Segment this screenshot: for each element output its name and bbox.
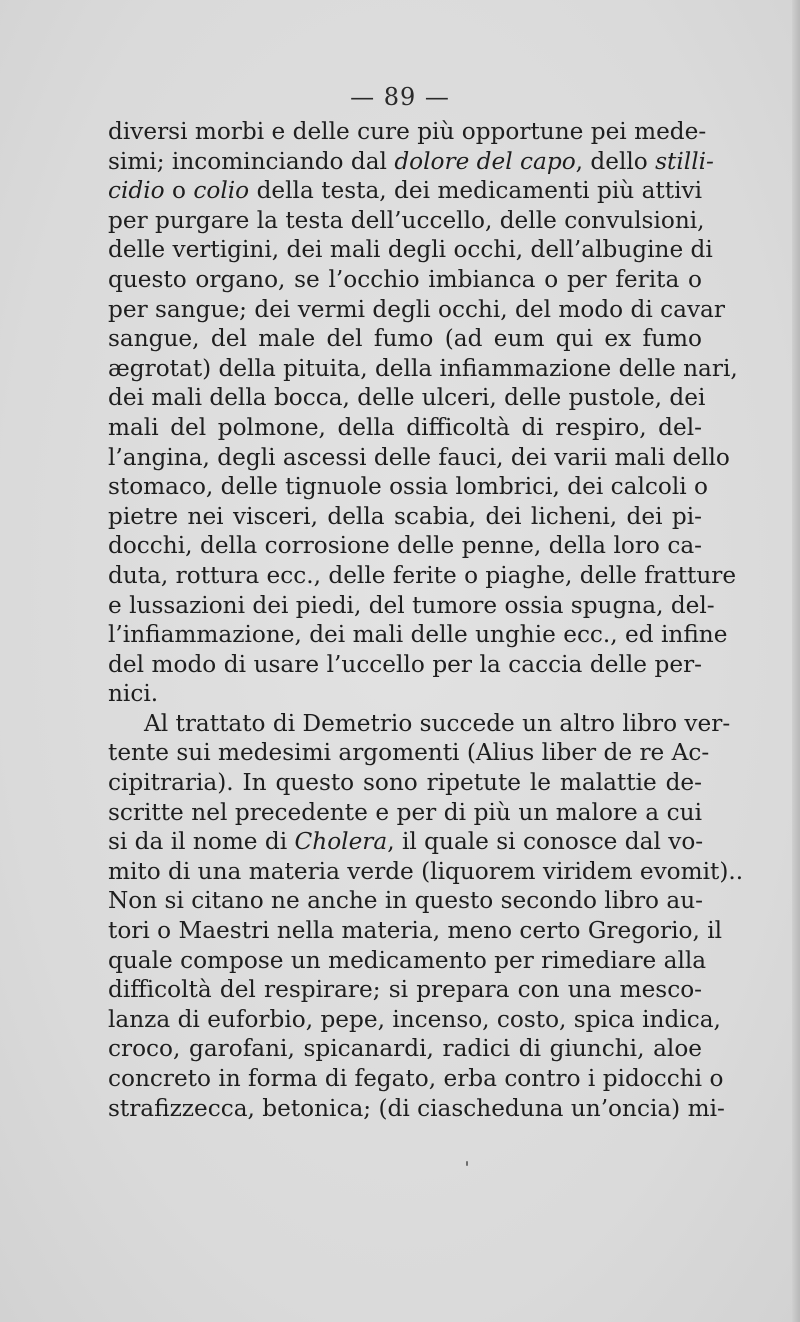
text-segment: ægrotat) della pituita, della infiammazione delle nari, xyxy=(108,354,738,382)
text-segment: della testa, dei medicamenti più attivi xyxy=(249,177,702,205)
text-line xyxy=(108,117,707,147)
text-line xyxy=(108,383,706,413)
text-segment: mali del polmone, della difficoltà di respiro, del- xyxy=(108,413,702,441)
text-segment: e lussazioni dei piedi, del tumore ossia spugna, del- xyxy=(108,591,715,619)
text-segment: diversi morbi e delle cure più opportune pei mede- xyxy=(108,118,707,145)
text-segment: tente sui medesimi argomenti (Alius liber de re Ac- xyxy=(108,739,710,767)
text-segment: simi; incominciando dal xyxy=(108,147,395,175)
text-line xyxy=(108,502,702,532)
text-segment: tori o Maestri nella materia, meno certo Gregorio, il xyxy=(108,917,723,945)
text-segment: concreto in forma di fegato, erba contro i pidocchi o xyxy=(108,1065,724,1092)
text-line xyxy=(108,709,731,739)
italic-text: colio xyxy=(193,177,250,205)
text-line xyxy=(108,620,728,650)
text-segment: l’angina, degli ascessi delle fauci, dei varii mali dello xyxy=(108,443,730,471)
text-segment: l’infiammazione, dei mali delle unghie ecc., ed infine xyxy=(108,621,728,649)
page-edge xyxy=(792,0,800,1322)
text-segment: scritte nel precedente e per di più un malore a cui xyxy=(108,798,702,826)
text-line xyxy=(108,147,714,177)
italic-text: stilli- xyxy=(655,147,714,175)
text-segment: pietre nei visceri, della scabia, dei licheni, dei pi- xyxy=(108,502,702,530)
italic-text: Cholera xyxy=(294,828,388,856)
text-segment: strafizzecca, betonica; (di ciascheduna un’oncia) mi- xyxy=(108,1094,725,1122)
italic-text: dolore del capo xyxy=(394,147,576,175)
text-line xyxy=(108,679,702,709)
text-line xyxy=(108,798,702,828)
text-line xyxy=(108,472,708,502)
text-line xyxy=(108,176,702,206)
text-segment: cipitraria). In questo sono ripetute le malattie de- xyxy=(108,769,702,797)
ink-speck xyxy=(466,1161,468,1166)
text-line xyxy=(108,324,702,354)
text-segment: , il quale si conosce dal vo- xyxy=(387,828,704,856)
body-text xyxy=(108,117,744,1123)
text-line xyxy=(108,768,702,798)
text-segment: o xyxy=(164,177,194,205)
text-line xyxy=(108,827,702,857)
text-segment: Al trattato di Demetrio succede un altro libro ver- xyxy=(144,709,731,737)
text-line xyxy=(108,886,702,916)
text-segment: difficoltà del respirare; si prepara con una mesco- xyxy=(108,976,702,1004)
text-segment: stomaco, delle tignuole ossia lombrici, dei calcoli o xyxy=(108,473,708,501)
text-segment: quale compose un medicamento per rimediare alla xyxy=(108,946,707,974)
text-segment: docchi, della corrosione delle penne, della loro ca- xyxy=(108,532,702,560)
text-line xyxy=(108,235,713,265)
text-line xyxy=(108,1034,702,1064)
text-line xyxy=(108,591,715,621)
text-line xyxy=(108,206,705,236)
text-segment: mito di una materia verde (liquorem viridem evomit).. xyxy=(108,857,744,885)
italic-text: cidio xyxy=(108,177,165,205)
text-segment: , dello xyxy=(575,147,656,175)
text-segment: croco, garofani, spicanardi, radici di giunchi, aloe xyxy=(108,1035,702,1063)
text-line xyxy=(108,1094,725,1124)
text-line xyxy=(108,738,710,768)
text-line xyxy=(108,561,737,591)
text-segment: questo organo, se l’occhio imbianca o per ferita o xyxy=(108,265,702,293)
text-line xyxy=(108,354,738,384)
text-line xyxy=(108,946,707,976)
text-line xyxy=(108,295,725,325)
text-segment: per purgare la testa dell’uccello, delle convulsioni, xyxy=(108,206,705,234)
text-line xyxy=(108,857,744,887)
text-segment: nici. xyxy=(108,680,159,708)
text-segment: per sangue; dei vermi degli occhi, del modo di cavar xyxy=(108,295,725,323)
page-number: — 89 — xyxy=(350,83,450,111)
text-line xyxy=(108,975,702,1005)
text-segment: lanza di euforbio, pepe, incenso, costo, spica indica, xyxy=(108,1005,721,1033)
text-line xyxy=(108,916,723,946)
text-line xyxy=(108,650,702,680)
text-segment: Non si citano ne anche in questo secondo libro au- xyxy=(108,887,703,915)
text-line xyxy=(108,413,702,443)
text-line xyxy=(108,443,730,473)
text-segment: del modo di usare l’uccello per la caccia delle per- xyxy=(108,650,702,678)
text-segment: si da il nome di xyxy=(108,828,295,856)
text-line xyxy=(108,1064,724,1094)
text-line xyxy=(108,265,702,295)
text-line xyxy=(108,531,702,561)
text-segment: dei mali della bocca, delle ulceri, delle pustole, dei xyxy=(108,384,706,412)
text-segment: delle vertigini, dei mali degli occhi, dell’albugine di xyxy=(108,236,713,264)
text-segment: duta, rottura ecc., delle ferite o piaghe, delle fratture xyxy=(108,561,737,589)
text-line xyxy=(108,1005,721,1035)
text-segment: sangue, del male del fumo (ad eum qui ex fumo xyxy=(108,325,702,353)
